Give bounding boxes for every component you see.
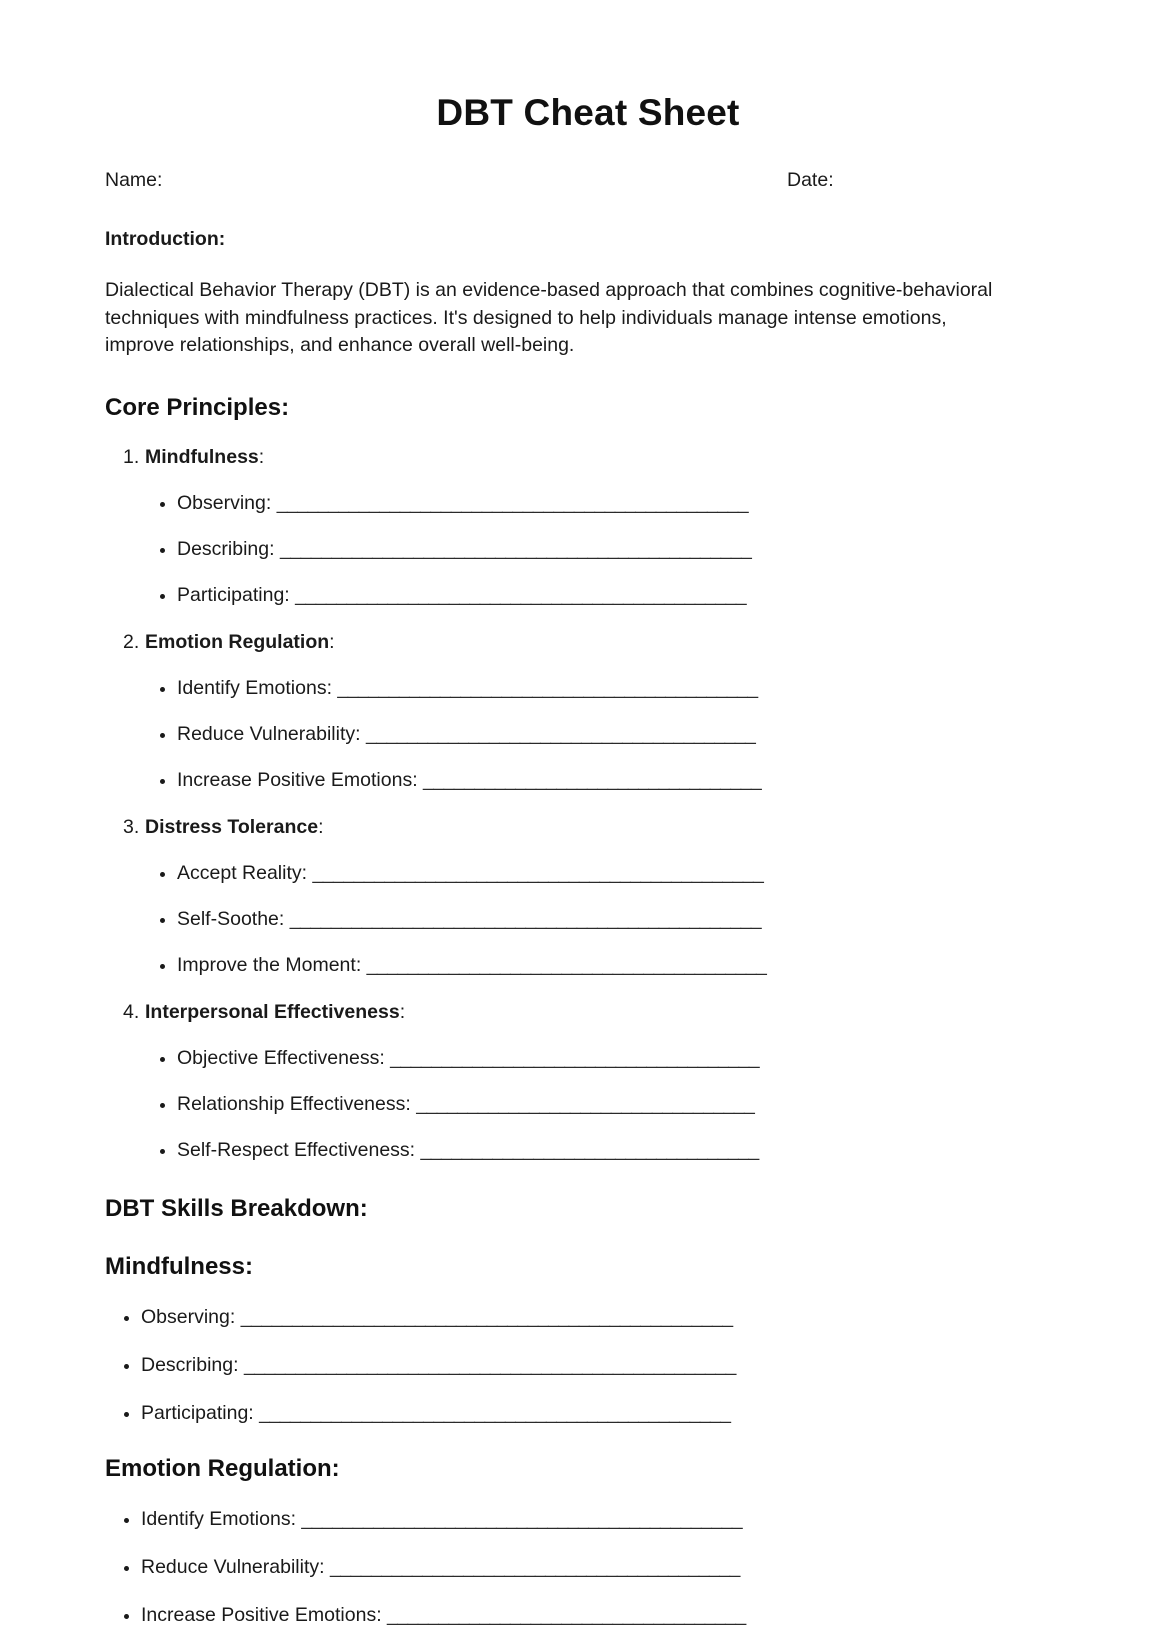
principle-title (105, 1001, 1071, 1024)
fill-in-line[interactable]: ___________________________________________ (301, 1508, 742, 1531)
breakdown-section-heading: Mindfulness: (105, 1253, 253, 1281)
fill-in-label: Reduce Vulnerability: (177, 723, 361, 746)
fill-in-line[interactable]: ________________________________________________ (240, 1306, 733, 1329)
principle-number: 2. (123, 631, 140, 654)
fill-in-row (105, 492, 1071, 515)
date-label: Date: (787, 169, 834, 191)
fill-in-label: Identify Emotions: (177, 677, 332, 700)
fill-in-label: Objective Effectiveness: (177, 1047, 385, 1070)
principle-title (105, 816, 1071, 839)
fill-in-row (105, 1508, 1071, 1531)
principle-title (105, 631, 1071, 654)
fill-in-line[interactable]: ______________________________________ (365, 723, 756, 746)
fill-in-line[interactable]: ______________________________________________ (276, 492, 748, 515)
fill-in-row (105, 1093, 1071, 1116)
principle-item (105, 816, 1071, 977)
fill-in-line[interactable]: ____________________________________ (390, 1047, 759, 1070)
principle-bullet-list (105, 862, 1071, 977)
principle-name: Distress Tolerance (145, 816, 319, 839)
fill-in-line[interactable]: ______________________________________________ (289, 908, 762, 931)
principle-colon: : (329, 631, 335, 654)
principle-item (105, 631, 1071, 792)
fill-in-line[interactable]: _________________________________________ (337, 677, 758, 700)
fill-in-label: Relationship Effectiveness: (177, 1093, 411, 1116)
core-principles-heading: Core Principles: (105, 394, 290, 422)
fill-in-row (105, 1354, 1071, 1377)
fill-in-label: Describing: (141, 1354, 239, 1377)
principle-name: Emotion Regulation (145, 631, 330, 654)
fill-in-label: Self-Respect Effectiveness: (177, 1139, 416, 1162)
fill-in-line[interactable]: ____________________________________________ (295, 584, 746, 607)
fill-in-label: Participating: (177, 584, 290, 607)
fill-in-label: Participating: (141, 1402, 254, 1425)
fill-in-row (105, 1306, 1071, 1329)
fill-in-line[interactable]: ___________________________________ (387, 1604, 746, 1627)
fill-in-row (105, 538, 1071, 561)
page-title: DBT Cheat Sheet (436, 92, 740, 133)
fill-in-row (105, 677, 1071, 700)
fill-in-row (105, 1604, 1071, 1627)
principle-number: 1. (123, 446, 140, 469)
name-date-row (105, 169, 1071, 192)
principle-number: 3. (123, 816, 140, 839)
name-label: Name: (105, 169, 163, 191)
fill-in-label: Observing: (177, 492, 272, 515)
fill-in-label: Increase Positive Emotions: (141, 1604, 382, 1627)
principle-bullet-list (105, 1047, 1071, 1162)
principle-bullet-list (105, 677, 1071, 792)
fill-in-label: Improve the Moment: (177, 954, 362, 977)
fill-in-label: Describing: (177, 538, 275, 561)
principle-colon: : (318, 816, 324, 839)
fill-in-row (105, 584, 1071, 607)
fill-in-row (105, 1402, 1071, 1425)
fill-in-line[interactable]: ____________________________________________ (312, 862, 764, 885)
fill-in-label: Reduce Vulnerability: (141, 1556, 325, 1579)
fill-in-label: Observing: (141, 1306, 236, 1329)
fill-in-row (105, 769, 1071, 792)
core-principles-list (105, 446, 1071, 1162)
introduction-heading: Introduction: (105, 228, 226, 250)
principle-name: Mindfulness (145, 446, 259, 469)
breakdown-bullet-list (105, 1306, 1071, 1425)
fill-in-line[interactable]: _________________________________ (423, 769, 762, 792)
principle-name: Interpersonal Effectiveness (145, 1001, 400, 1024)
skills-breakdown-sections (105, 1253, 1071, 1627)
principle-colon: : (399, 1001, 406, 1024)
fill-in-row (105, 1047, 1071, 1070)
principle-colon: : (258, 446, 265, 469)
fill-in-row (105, 954, 1071, 977)
fill-in-row (105, 723, 1071, 746)
breakdown-section-heading: Emotion Regulation: (105, 1455, 340, 1483)
principle-bullet-list (105, 492, 1071, 607)
fill-in-line[interactable]: ________________________________________________ (243, 1354, 736, 1377)
fill-in-line[interactable]: _________________________________ (416, 1093, 755, 1116)
fill-in-line[interactable]: ______________________________________________ (259, 1402, 731, 1425)
principle-item (105, 1001, 1071, 1162)
skills-breakdown-heading: DBT Skills Breakdown: (105, 1195, 368, 1223)
fill-in-row (105, 908, 1071, 931)
breakdown-bullet-list (105, 1508, 1071, 1627)
principle-number: 4. (123, 1001, 140, 1024)
fill-in-line[interactable]: ________________________________________ (329, 1556, 740, 1579)
fill-in-row (105, 1556, 1071, 1579)
fill-in-line[interactable]: _______________________________________ (366, 954, 767, 977)
fill-in-row (105, 862, 1071, 885)
fill-in-label: Self-Soothe: (177, 908, 285, 931)
fill-in-label: Increase Positive Emotions: (177, 769, 418, 792)
fill-in-line[interactable]: ______________________________________________ (279, 538, 752, 561)
fill-in-line[interactable]: _________________________________ (420, 1139, 759, 1162)
principle-item (105, 446, 1071, 607)
fill-in-label: Accept Reality: (177, 862, 308, 885)
fill-in-row (105, 1139, 1071, 1162)
introduction-paragraph: Dialectical Behavior Therapy (DBT) is an evidence-based approach that combines cognitive-behavioral techniques with mindfulness practices. It's designed to help individuals manage intense emotions, improve relationships, and enhance overall well-being. (105, 279, 993, 357)
fill-in-label: Identify Emotions: (141, 1508, 296, 1531)
principle-title (105, 446, 1071, 469)
